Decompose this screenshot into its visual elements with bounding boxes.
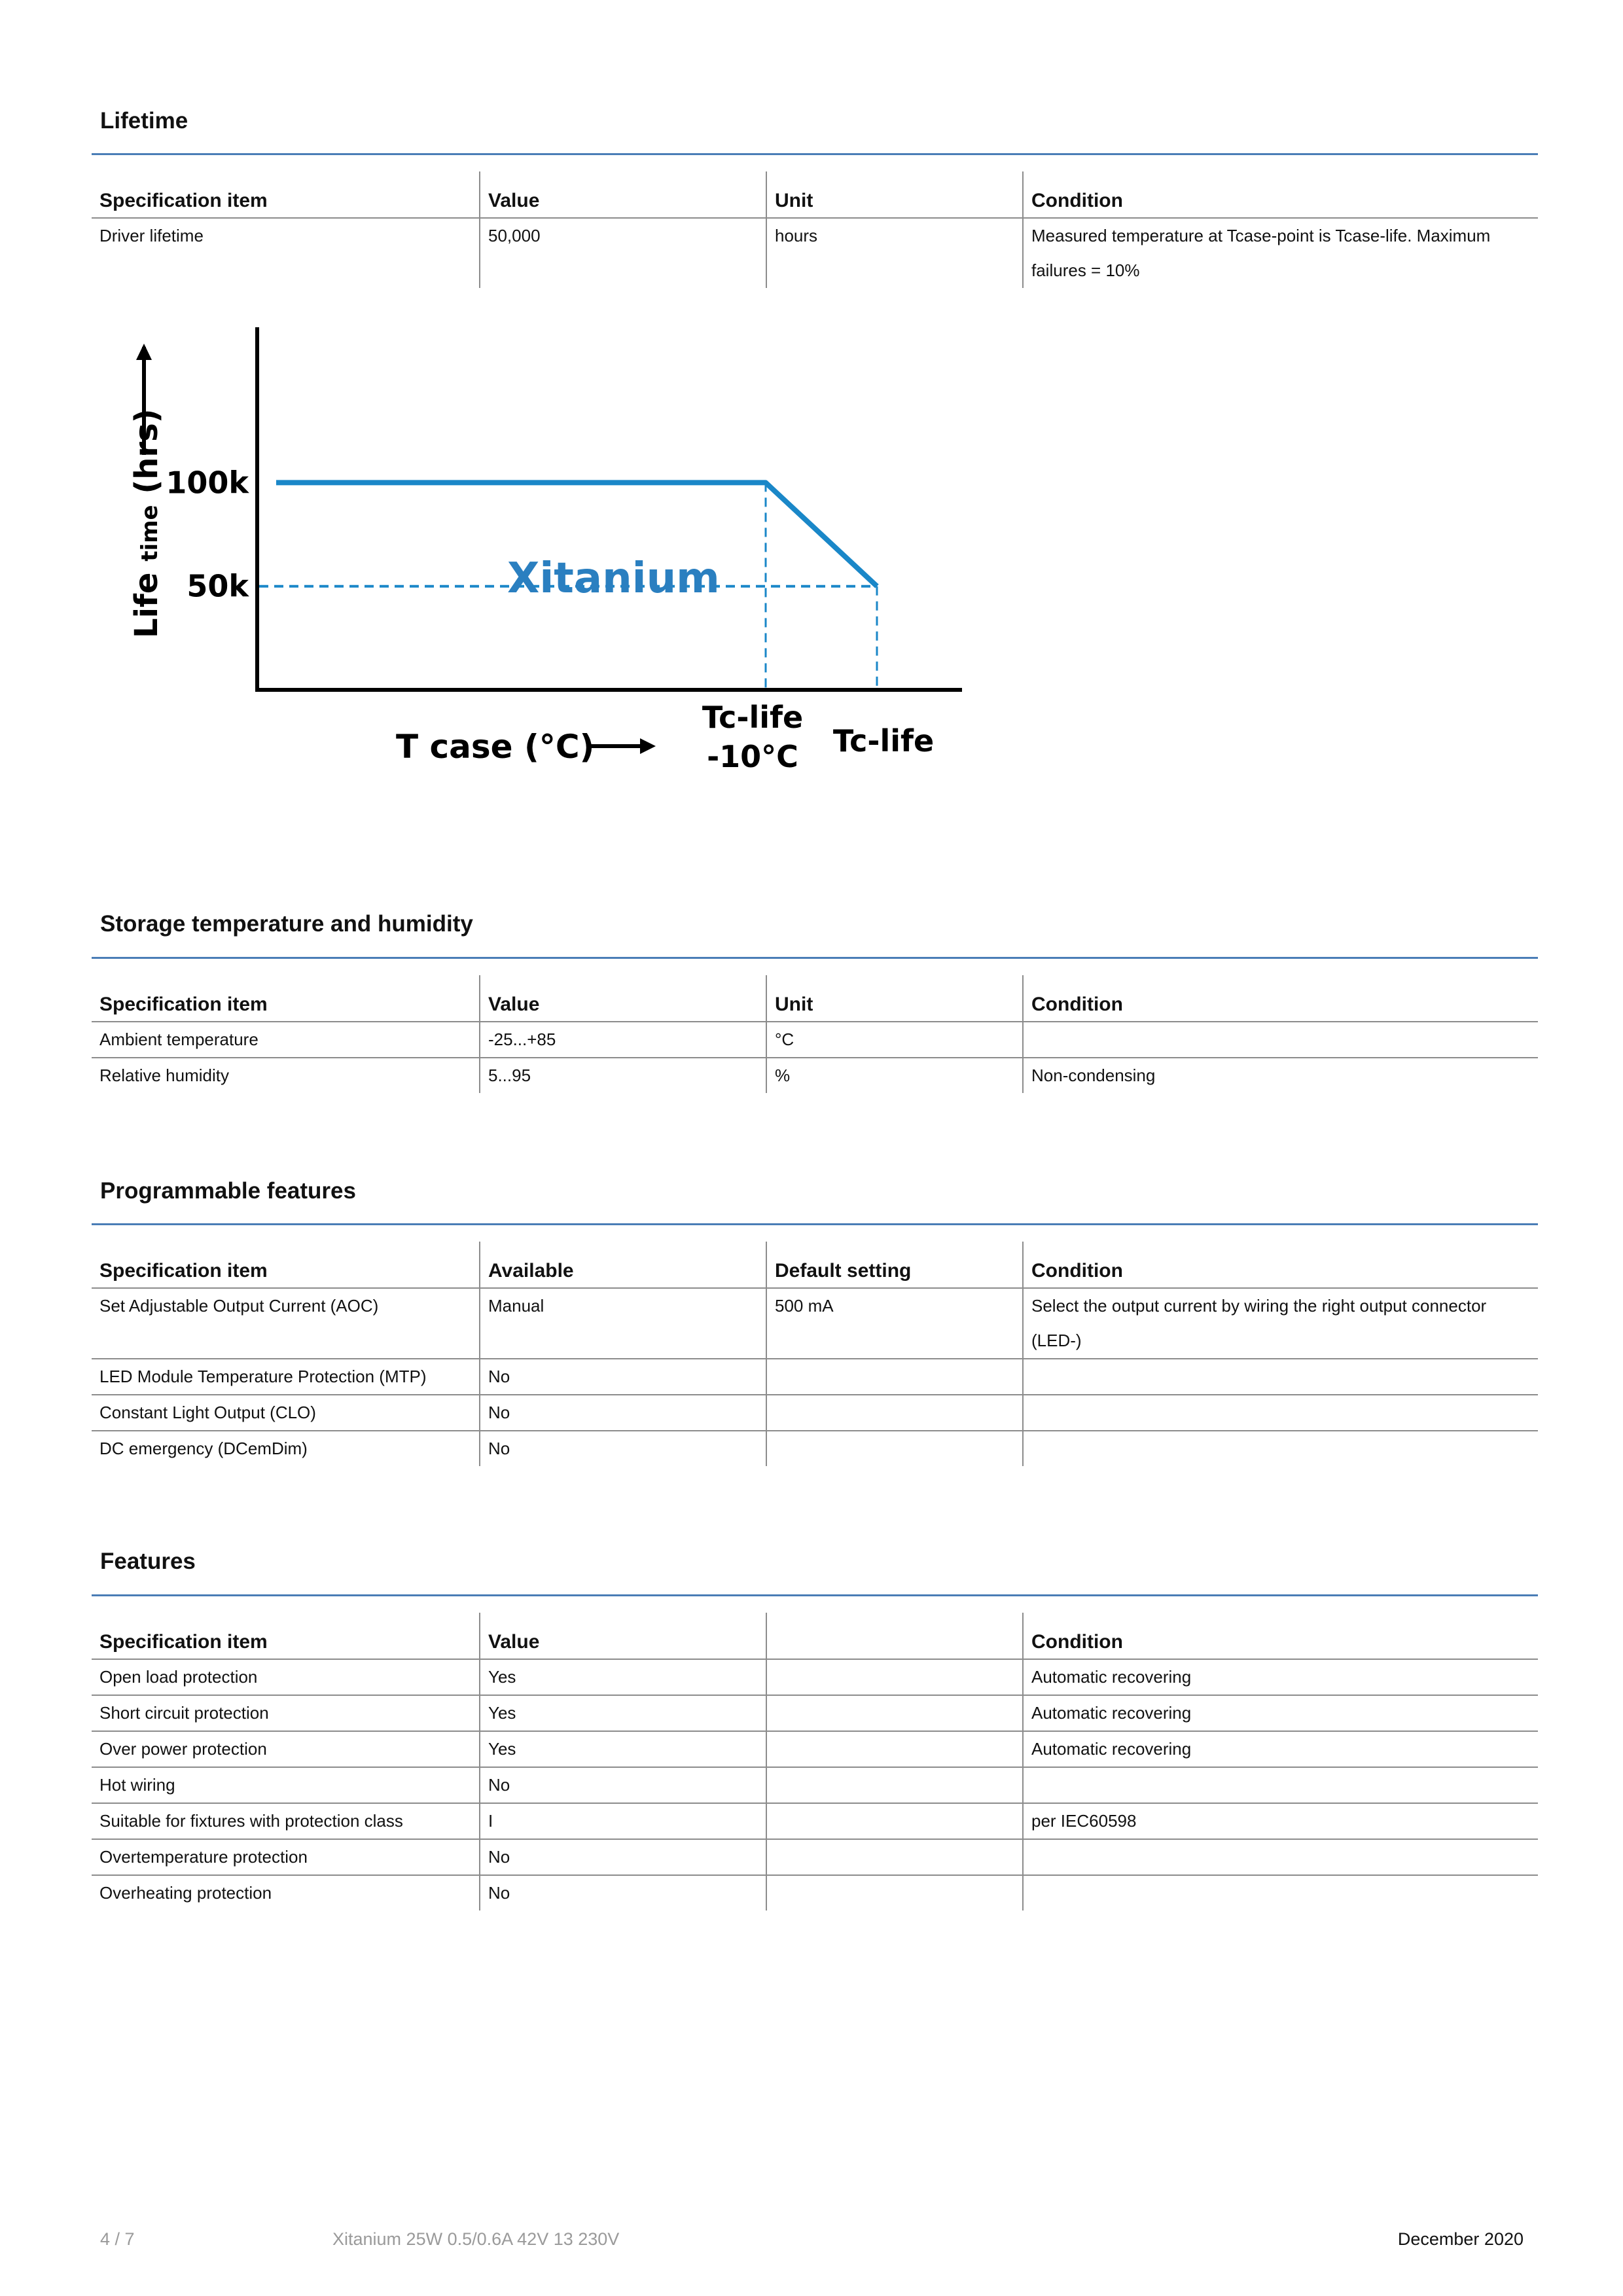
header-value: Value: [480, 975, 766, 1022]
footer-date: December 2020: [1397, 2229, 1524, 2249]
table-row: [92, 1359, 1538, 1395]
cell-empty: [766, 1731, 1023, 1767]
header-spec-item: Specification item: [92, 171, 480, 218]
cell-value: 50,000: [480, 218, 766, 288]
cell-empty: [766, 1839, 1023, 1875]
y-tick-label-100k: 100k: [166, 465, 249, 501]
cell-unit: °C: [766, 1022, 1023, 1058]
y-axis-label-main: Life: [128, 572, 165, 638]
section-title-storage: Storage temperature and humidity: [100, 911, 473, 937]
cell-default-setting: 500 mA: [766, 1288, 1023, 1359]
lifetime-chart: [105, 314, 982, 798]
cell-condition: [1023, 1839, 1538, 1875]
cell-empty: [766, 1767, 1023, 1803]
cell-default-setting: [766, 1431, 1023, 1466]
table-header-row: [92, 975, 1538, 1022]
cell-condition: Select the output current by wiring the right output connector (LED-): [1023, 1288, 1538, 1359]
cell-empty: [766, 1803, 1023, 1839]
cell-condition: Automatic recovering: [1023, 1731, 1538, 1767]
cell-condition: [1023, 1359, 1538, 1395]
table-row: [92, 1431, 1538, 1466]
cell-spec-item: Overtemperature protection: [92, 1839, 480, 1875]
section-rule-storage: [92, 957, 1538, 959]
x-tick-label-tc-life-minus-10-line2: -10°C: [707, 739, 798, 774]
header-condition: Condition: [1023, 1613, 1538, 1659]
cell-empty: [766, 1695, 1023, 1731]
table-row: [92, 218, 1538, 288]
cell-value: No: [480, 1875, 766, 1910]
y-arrow-head: [136, 344, 152, 360]
x-tick-label-tc-life-minus-10-line1: Tc-life: [702, 700, 804, 735]
cell-spec-item: Short circuit protection: [92, 1695, 480, 1731]
cell-value: Yes: [480, 1659, 766, 1695]
cell-condition: Measured temperature at Tcase-point is Tcase-life. Maximum failures = 10%: [1023, 218, 1538, 288]
cell-value: -25...+85: [480, 1022, 766, 1058]
cell-spec-item: Set Adjustable Output Current (AOC): [92, 1288, 480, 1359]
cell-condition: [1023, 1022, 1538, 1058]
cell-spec-item: Over power protection: [92, 1731, 480, 1767]
cell-unit: %: [766, 1058, 1023, 1093]
cell-spec-item: Relative humidity: [99, 1066, 229, 1085]
cell-spec-item: Driver lifetime: [99, 226, 204, 245]
cell-condition: Automatic recovering: [1023, 1659, 1538, 1695]
features-table: [92, 1613, 1538, 1910]
header-condition: Condition: [1023, 1242, 1538, 1288]
table-header-row: [92, 1613, 1538, 1659]
header-spec-item: Specification item: [92, 975, 480, 1022]
cell-spec-item: Hot wiring: [92, 1767, 480, 1803]
header-condition: Condition: [1023, 975, 1538, 1022]
cell-condition: per IEC60598: [1023, 1803, 1538, 1839]
cell-spec-item: Overheating protection: [99, 1883, 272, 1903]
table-header-row: [92, 1242, 1538, 1288]
y-axis-label: [128, 408, 165, 638]
table-row: [92, 1395, 1538, 1431]
x-axis-label: T case (°C): [396, 728, 595, 766]
cell-value: Yes: [480, 1695, 766, 1731]
section-title-lifetime: Lifetime: [100, 108, 188, 134]
section-rule-lifetime: [92, 153, 1538, 155]
header-unit: Unit: [766, 171, 1023, 218]
header-unit: Unit: [766, 975, 1023, 1022]
cell-condition: Non-condensing: [1023, 1058, 1538, 1093]
table-row: [92, 1839, 1538, 1875]
chart-annotation-xitanium: Xitanium: [507, 554, 720, 603]
footer-product-name: Xitanium 25W 0.5/0.6A 42V 13 230V: [332, 2229, 620, 2249]
cell-spec-item: Ambient temperature: [92, 1022, 480, 1058]
cell-spec-item: Suitable for fixtures with protection class: [92, 1803, 480, 1839]
table-row: [92, 1695, 1538, 1731]
section-title-features: Features: [100, 1549, 196, 1574]
cell-value: Yes: [480, 1731, 766, 1767]
cell-spec-item: Constant Light Output (CLO): [92, 1395, 480, 1431]
header-value: Value: [480, 1613, 766, 1659]
cell-condition: Automatic recovering: [1023, 1695, 1538, 1731]
cell-value: No: [480, 1839, 766, 1875]
cell-value: 5...95: [480, 1058, 766, 1093]
x-tick-label-tc-life: Tc-life: [832, 723, 935, 759]
cell-available: No: [480, 1395, 766, 1431]
cell-empty: [766, 1875, 1023, 1910]
footer-page-number: 4 / 7: [100, 2229, 135, 2249]
table-row: [92, 1058, 1538, 1093]
header-available: Available: [480, 1242, 766, 1288]
table-row: [92, 1022, 1538, 1058]
table-row: [92, 1767, 1538, 1803]
header-spec-item: Specification item: [92, 1613, 480, 1659]
cell-condition: [1023, 1431, 1538, 1466]
cell-default-setting: [766, 1395, 1023, 1431]
cell-spec-item: LED Module Temperature Protection (MTP): [92, 1359, 480, 1395]
y-tick-label-50k: 50k: [187, 568, 249, 604]
storage-table: [92, 975, 1538, 1093]
cell-empty: [766, 1659, 1023, 1695]
table-row: [92, 1803, 1538, 1839]
cell-available: Manual: [480, 1288, 766, 1359]
section-title-programmable: Programmable features: [100, 1178, 356, 1204]
cell-condition: [1023, 1767, 1538, 1803]
header-default-setting: Default setting: [766, 1242, 1023, 1288]
cell-available: No: [480, 1359, 766, 1395]
header-value: Value: [480, 171, 766, 218]
y-axis-label-unit: (hrs): [128, 408, 165, 494]
cell-default-setting: [766, 1359, 1023, 1395]
section-rule-programmable: [92, 1223, 1538, 1225]
y-axis-label-small: time: [137, 505, 163, 562]
cell-unit: hours: [766, 218, 1023, 288]
table-row: [92, 1731, 1538, 1767]
section-rule-features: [92, 1594, 1538, 1596]
cell-spec-item: Open load protection: [92, 1659, 480, 1695]
cell-value: No: [480, 1767, 766, 1803]
table-row: [92, 1659, 1538, 1695]
cell-available: No: [480, 1431, 766, 1466]
table-row: [92, 1288, 1538, 1359]
cell-condition: [1023, 1395, 1538, 1431]
table-row: [92, 1875, 1538, 1910]
lifetime-table: [92, 171, 1538, 288]
cell-spec-item: DC emergency (DCemDim): [99, 1439, 308, 1458]
header-spec-item: Specification item: [92, 1242, 480, 1288]
header-empty: [766, 1613, 1023, 1659]
header-condition: Condition: [1023, 171, 1538, 218]
cell-value: I: [480, 1803, 766, 1839]
cell-condition: [1023, 1875, 1538, 1910]
programmable-table: [92, 1242, 1538, 1466]
table-header-row: [92, 171, 1538, 218]
x-arrow-head: [640, 738, 656, 754]
